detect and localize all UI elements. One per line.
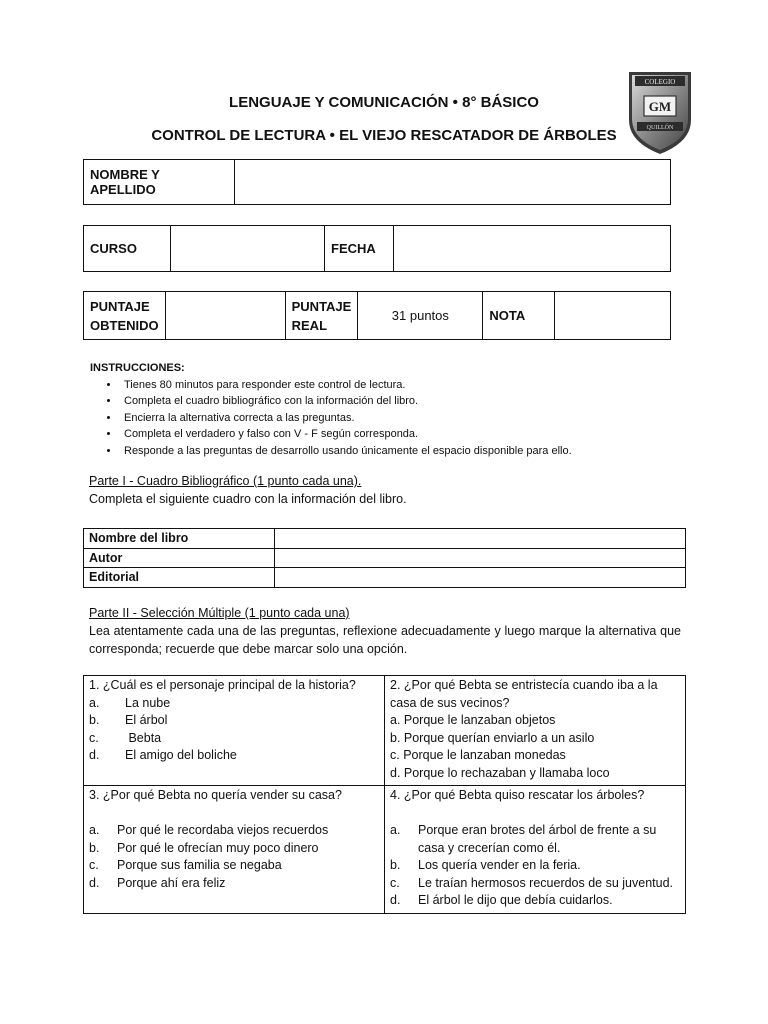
page-subtitle: CONTROL DE LECTURA • EL VIEJO RESCATADOR DE ÁRBOLES xyxy=(151,127,617,144)
table-row xyxy=(84,548,686,568)
option-a[interactable]: a. Porque eran brotes del árbol de frente a su casa y crecerían como él. xyxy=(390,823,657,855)
option-b[interactable]: b. El árbol xyxy=(89,713,168,727)
option-a[interactable]: a. Por qué le recordaba viejos recuerdos xyxy=(89,823,329,837)
puntaje-real-value: 31 puntos xyxy=(358,292,483,340)
instructions-list xyxy=(90,377,572,460)
question-text: 3. ¿Por qué Bebta no quería vender su casa? xyxy=(89,788,342,802)
part2-title: Parte II - Selección Múltiple (1 punto cada una) xyxy=(89,606,350,620)
table-row xyxy=(84,676,686,786)
option-b[interactable]: b. Los quería vender en la feria. xyxy=(390,858,581,872)
question-text: 1. ¿Cuál es el personaje principal de la historia? xyxy=(89,678,356,692)
bibliographic-table xyxy=(83,528,686,588)
question-text: 4. ¿Por qué Bebta quiso rescatar los árboles? xyxy=(390,788,645,802)
puntaje-obtenido-field[interactable] xyxy=(165,292,285,340)
option-c[interactable]: c. Porque le lanzaban monedas xyxy=(390,748,566,762)
nota-label: NOTA xyxy=(483,292,555,340)
curso-fecha-box xyxy=(83,225,671,272)
part1-subtitle: Completa el siguiente cuadro con la información del libro. xyxy=(89,492,407,506)
option-a[interactable]: a. Porque le lanzaban objetos xyxy=(390,713,556,727)
multiple-choice-table xyxy=(83,675,686,914)
question-3 xyxy=(84,786,385,914)
table-row xyxy=(84,568,686,588)
nota-field[interactable] xyxy=(555,292,671,340)
school-crest-logo xyxy=(627,70,693,156)
question-text: 2. ¿Por qué Bebta se entristecía cuando iba a la xyxy=(390,678,658,692)
option-b[interactable]: b. Por qué le ofrecían muy poco dinero xyxy=(89,840,319,855)
question-1 xyxy=(84,676,385,786)
puntaje-obtenido-label: PUNTAJE OBTENIDO xyxy=(84,292,166,340)
option-c[interactable]: c. Bebta xyxy=(89,730,162,745)
option-d[interactable]: d. El amigo del boliche xyxy=(89,748,237,762)
table-row xyxy=(84,529,686,549)
puntaje-real-label: PUNTAJE REAL xyxy=(285,292,358,340)
puntaje-box xyxy=(83,291,671,340)
option-c[interactable]: c. Le traían hermosos recuerdos de su juventud. xyxy=(390,875,674,890)
name-field[interactable] xyxy=(235,160,671,205)
bib-label: Autor xyxy=(84,548,275,568)
name-box xyxy=(83,159,671,205)
option-c[interactable]: c. Porque sus familia se negaba xyxy=(89,858,282,872)
bib-label: Editorial xyxy=(84,568,275,588)
crest-monogram: GM xyxy=(648,99,672,114)
fecha-label: FECHA xyxy=(325,226,394,272)
page-title: LENGUAJE Y COMUNICACIÓN • 8° BÁSICO xyxy=(229,94,539,111)
option-d[interactable]: d. Porque ahí era feliz xyxy=(89,875,226,890)
option-d[interactable]: d. Porque lo rechazaban y llamaba loco xyxy=(390,765,610,780)
part2-intro: Lea atentamente cada una de las preguntas, reflexione adecuadamente y luego marque la alternativa que corresponda; recuerde que debe marcar solo una opción. xyxy=(89,624,681,656)
instruction-item: • Completa el cuadro bibliográfico con la información del libro. xyxy=(120,393,572,410)
instructions-heading: INSTRUCCIONES: xyxy=(90,362,185,374)
option-b[interactable]: b. Porque querían enviarlo a un asilo xyxy=(390,730,595,745)
instructions xyxy=(90,360,572,459)
crest-bottom-text: QUILLÓN xyxy=(646,125,674,131)
table-row xyxy=(84,786,686,914)
question-2 xyxy=(385,676,686,786)
instruction-item: • Encierra la alternativa correcta a las preguntas. xyxy=(120,410,572,427)
option-a[interactable]: a. La nube xyxy=(89,695,171,710)
instruction-item: • Responde a las preguntas de desarrollo usando únicamente el espacio disponible para ello. xyxy=(120,443,572,460)
part1-title: Parte I - Cuadro Bibliográfico (1 punto cada una). xyxy=(89,474,362,488)
name-label: NOMBRE Y APELLIDO xyxy=(84,160,235,205)
instruction-item: • Tienes 80 minutos para responder este control de lectura. xyxy=(120,377,572,394)
bib-field[interactable] xyxy=(275,529,686,549)
option-d[interactable]: d. El árbol le dijo que debía cuidarlos. xyxy=(390,893,613,907)
curso-label: CURSO xyxy=(84,226,171,272)
bib-label: Nombre del libro xyxy=(84,529,275,549)
question-4 xyxy=(385,786,686,914)
instruction-item: • Completa el verdadero y falso con V - F según corresponda. xyxy=(120,426,572,443)
crest-top-text: COLEGIO xyxy=(644,78,676,86)
curso-field[interactable] xyxy=(171,226,325,272)
question-text: casa de sus vecinos? xyxy=(390,695,510,710)
fecha-field[interactable] xyxy=(394,226,671,272)
bib-field[interactable] xyxy=(275,548,686,568)
bib-field[interactable] xyxy=(275,568,686,588)
